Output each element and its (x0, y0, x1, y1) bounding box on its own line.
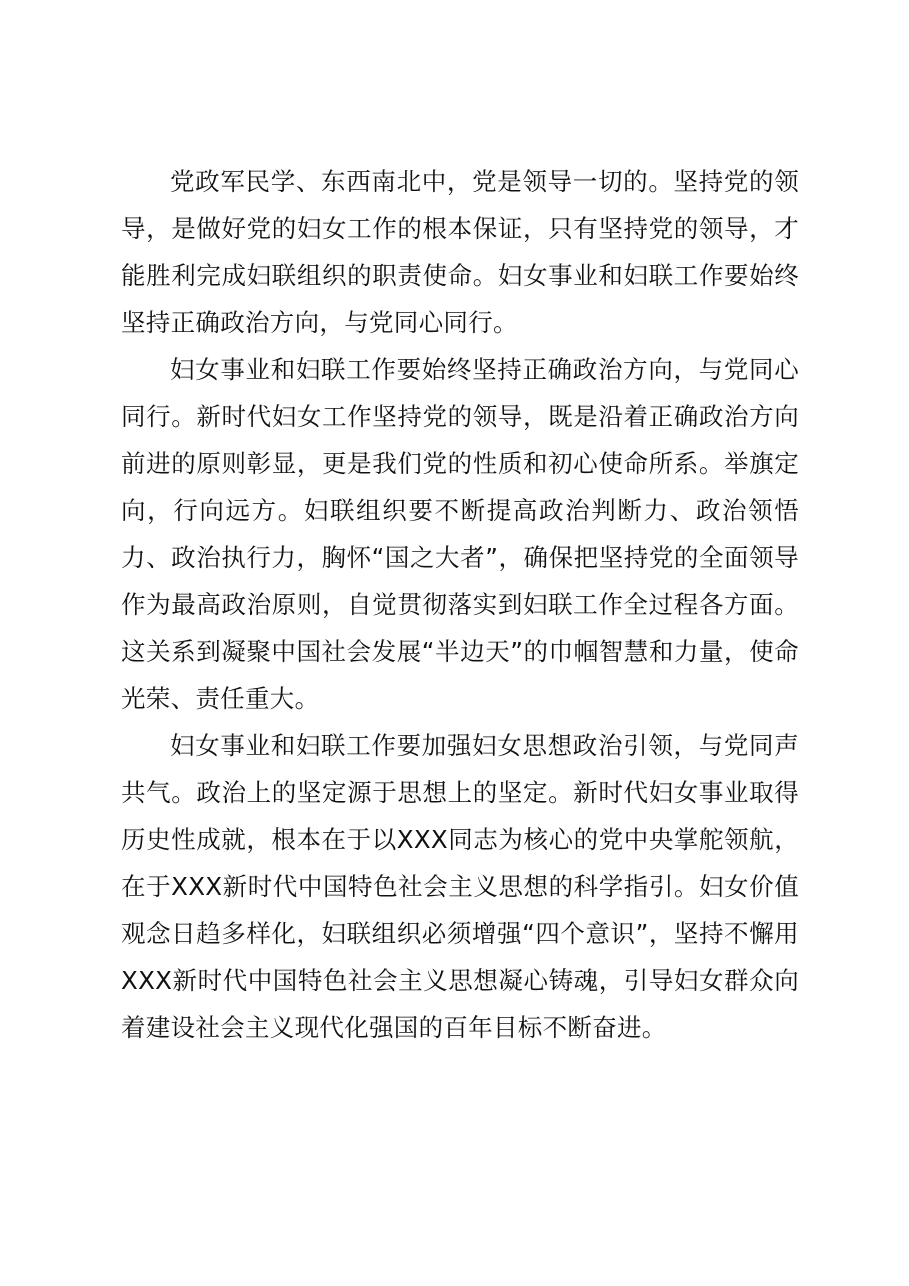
paragraph-2: 妇女事业和妇联工作要始终坚持正确政治方向，与党同心同行。新时代妇女工作坚持党的领导，既是沿着正确政治方向前进的原则彰显，更是我们党的性质和初心使命所系。举旗定向，行向远方。妇联组织要不断提高政治判断力、政治领悟力、政治执行力，胸怀“国之大者”，确保把坚持党的全面领导作为最高政治原则，自觉贯彻落实到妇联工作全过程各方面。这关系到凝聚中国社会发展“半边天”的巾帼智慧和力量，使命光荣、责任重大。 (121, 355, 799, 713)
paragraph-3: 妇女事业和妇联工作要加强妇女思想政治引领，与党同声共气。政治上的坚定源于思想上的坚定。新时代妇女事业取得历史性成就，根本在于以XXX同志为核心的党中央掌舵领航，在于XXX新时代中国特色社会主义思想的科学指引。妇女价值观念日趋多样化，妇联组织必须增强“四个意识”，坚持不懈用XXX新时代中国特色社会主义思想凝心铸魂，引导妇女群众向着建设社会主义现代化强国的百年目标不断奋进。 (121, 731, 799, 1042)
document-body (121, 158, 799, 1051)
paragraph-1: 党政军民学、东西南北中，党是领导一切的。坚持党的领导，是做好党的妇女工作的根本保证，只有坚持党的领导，才能胜利完成妇联组织的职责使命。妇女事业和妇联工作要始终坚持正确政治方向，与党同心同行。 (121, 167, 799, 337)
